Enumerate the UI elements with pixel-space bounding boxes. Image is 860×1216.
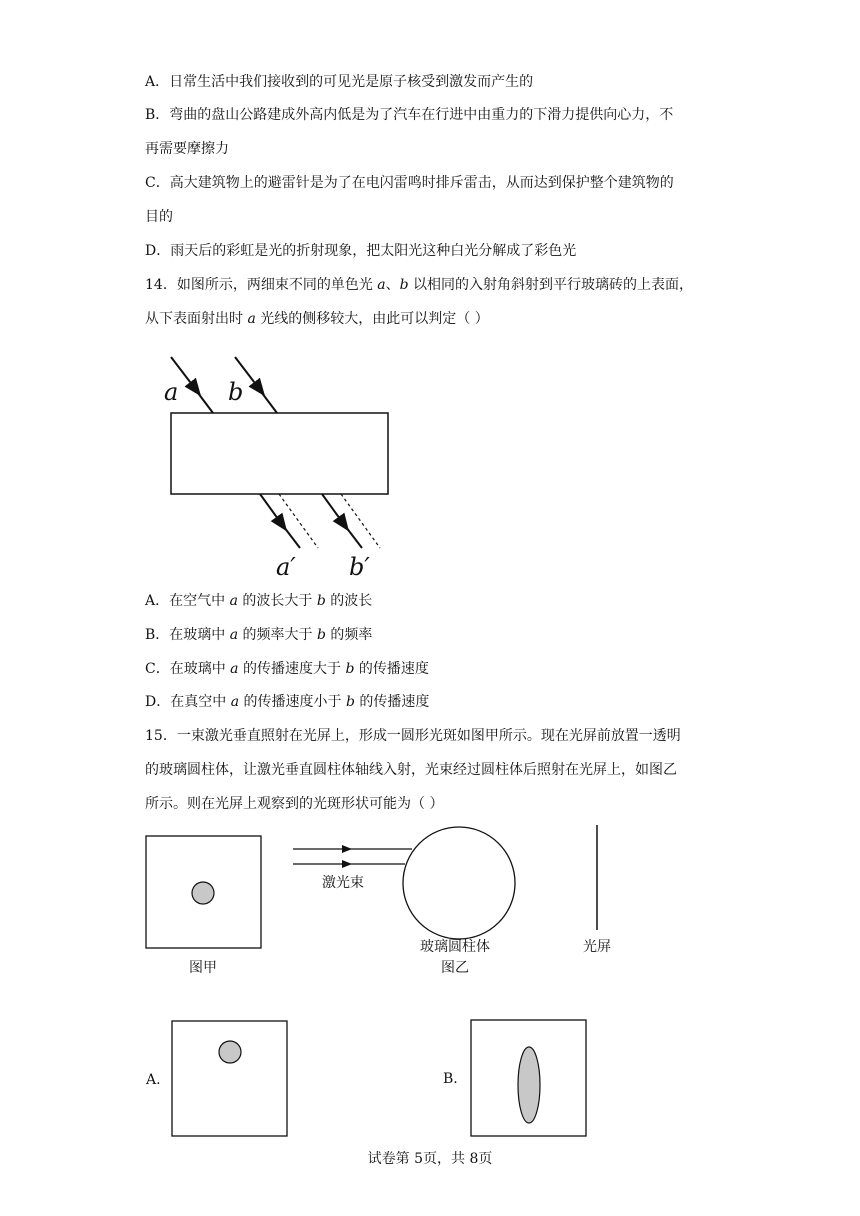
q15-stem-line3: 所示。则在光屏上观察到的光斑形状可能为（ ） xyxy=(145,796,444,812)
label-a: a xyxy=(164,378,179,406)
q14-option-d[interactable]: D．在真空中 a 的传播速度小于 b 的传播速度 xyxy=(145,694,430,710)
q13-option-d: D．雨天后的彩虹是光的折射现象，把太阳光这种白光分解成了彩色光 xyxy=(145,243,577,259)
label-a-prime: a′ xyxy=(276,553,296,581)
laser-arrow-bottom xyxy=(342,860,352,868)
q14-option-b[interactable]: B．在玻璃中 a 的频率大于 b 的频率 xyxy=(145,627,373,643)
q14-option-a[interactable]: A．在空气中 a 的波长大于 b 的波长 xyxy=(145,593,373,609)
q15-option-a-label[interactable]: A. xyxy=(146,1072,161,1088)
option-a-screen xyxy=(172,1021,287,1136)
laser-arrow-top xyxy=(342,845,352,853)
q15-option-b-label[interactable]: B. xyxy=(443,1071,458,1087)
q15-stem-line1: 15．一束激光垂直照射在光屏上，形成一圆形光斑如图甲所示。现在光屏前放置一透明 xyxy=(145,728,681,744)
q14-stem-line1: 14．如图所示，两细束不同的单色光 a、b 以相同的入射角斜射到平行玻璃砖的上表面， xyxy=(145,277,694,293)
q15-stem-line2: 的玻璃圆柱体，让激光垂直圆柱体轴线入射，光束经过圆柱体后照射在光屏上，如图乙 xyxy=(145,762,677,778)
q13-option-b-line1: B．弯曲的盘山公路建成外高内低是为了汽车在行进中由重力的下滑力提供向心力，不 xyxy=(145,107,674,123)
cylinder-label: 玻璃圆柱体 xyxy=(420,939,490,955)
q13-option-b-line2: 再需要摩擦力 xyxy=(145,141,229,157)
fig-jia-caption: 图甲 xyxy=(189,960,217,976)
page-footer: 试卷第 5页，共 8页 xyxy=(367,1151,493,1167)
option-b-spot xyxy=(518,1047,540,1123)
q13-option-c-line1: C．高大建筑物上的避雷针是为了在电闪雷鸣时排斥雷击，从而达到保护整个建筑物的 xyxy=(145,175,674,191)
q14-option-c[interactable]: C．在玻璃中 a 的传播速度大于 b 的传播速度 xyxy=(145,661,429,677)
q14-stem-line2: 从下表面射出时 a 光线的侧移较大，由此可以判定（ ） xyxy=(145,311,489,327)
label-b: b xyxy=(228,378,244,406)
label-b-prime: b′ xyxy=(349,553,370,581)
screen-label: 光屏 xyxy=(583,939,611,955)
glass-cylinder xyxy=(403,827,515,939)
option-a-spot xyxy=(219,1041,241,1063)
q13-option-c-line2: 目的 xyxy=(145,209,173,225)
fig-yi-caption: 图乙 xyxy=(441,960,469,976)
fig-jia-spot xyxy=(192,882,214,904)
q13-option-a: A．日常生活中我们接收到的可见光是原子核受到激发而产生的 xyxy=(145,74,534,90)
laser-label: 激光束 xyxy=(322,875,364,891)
